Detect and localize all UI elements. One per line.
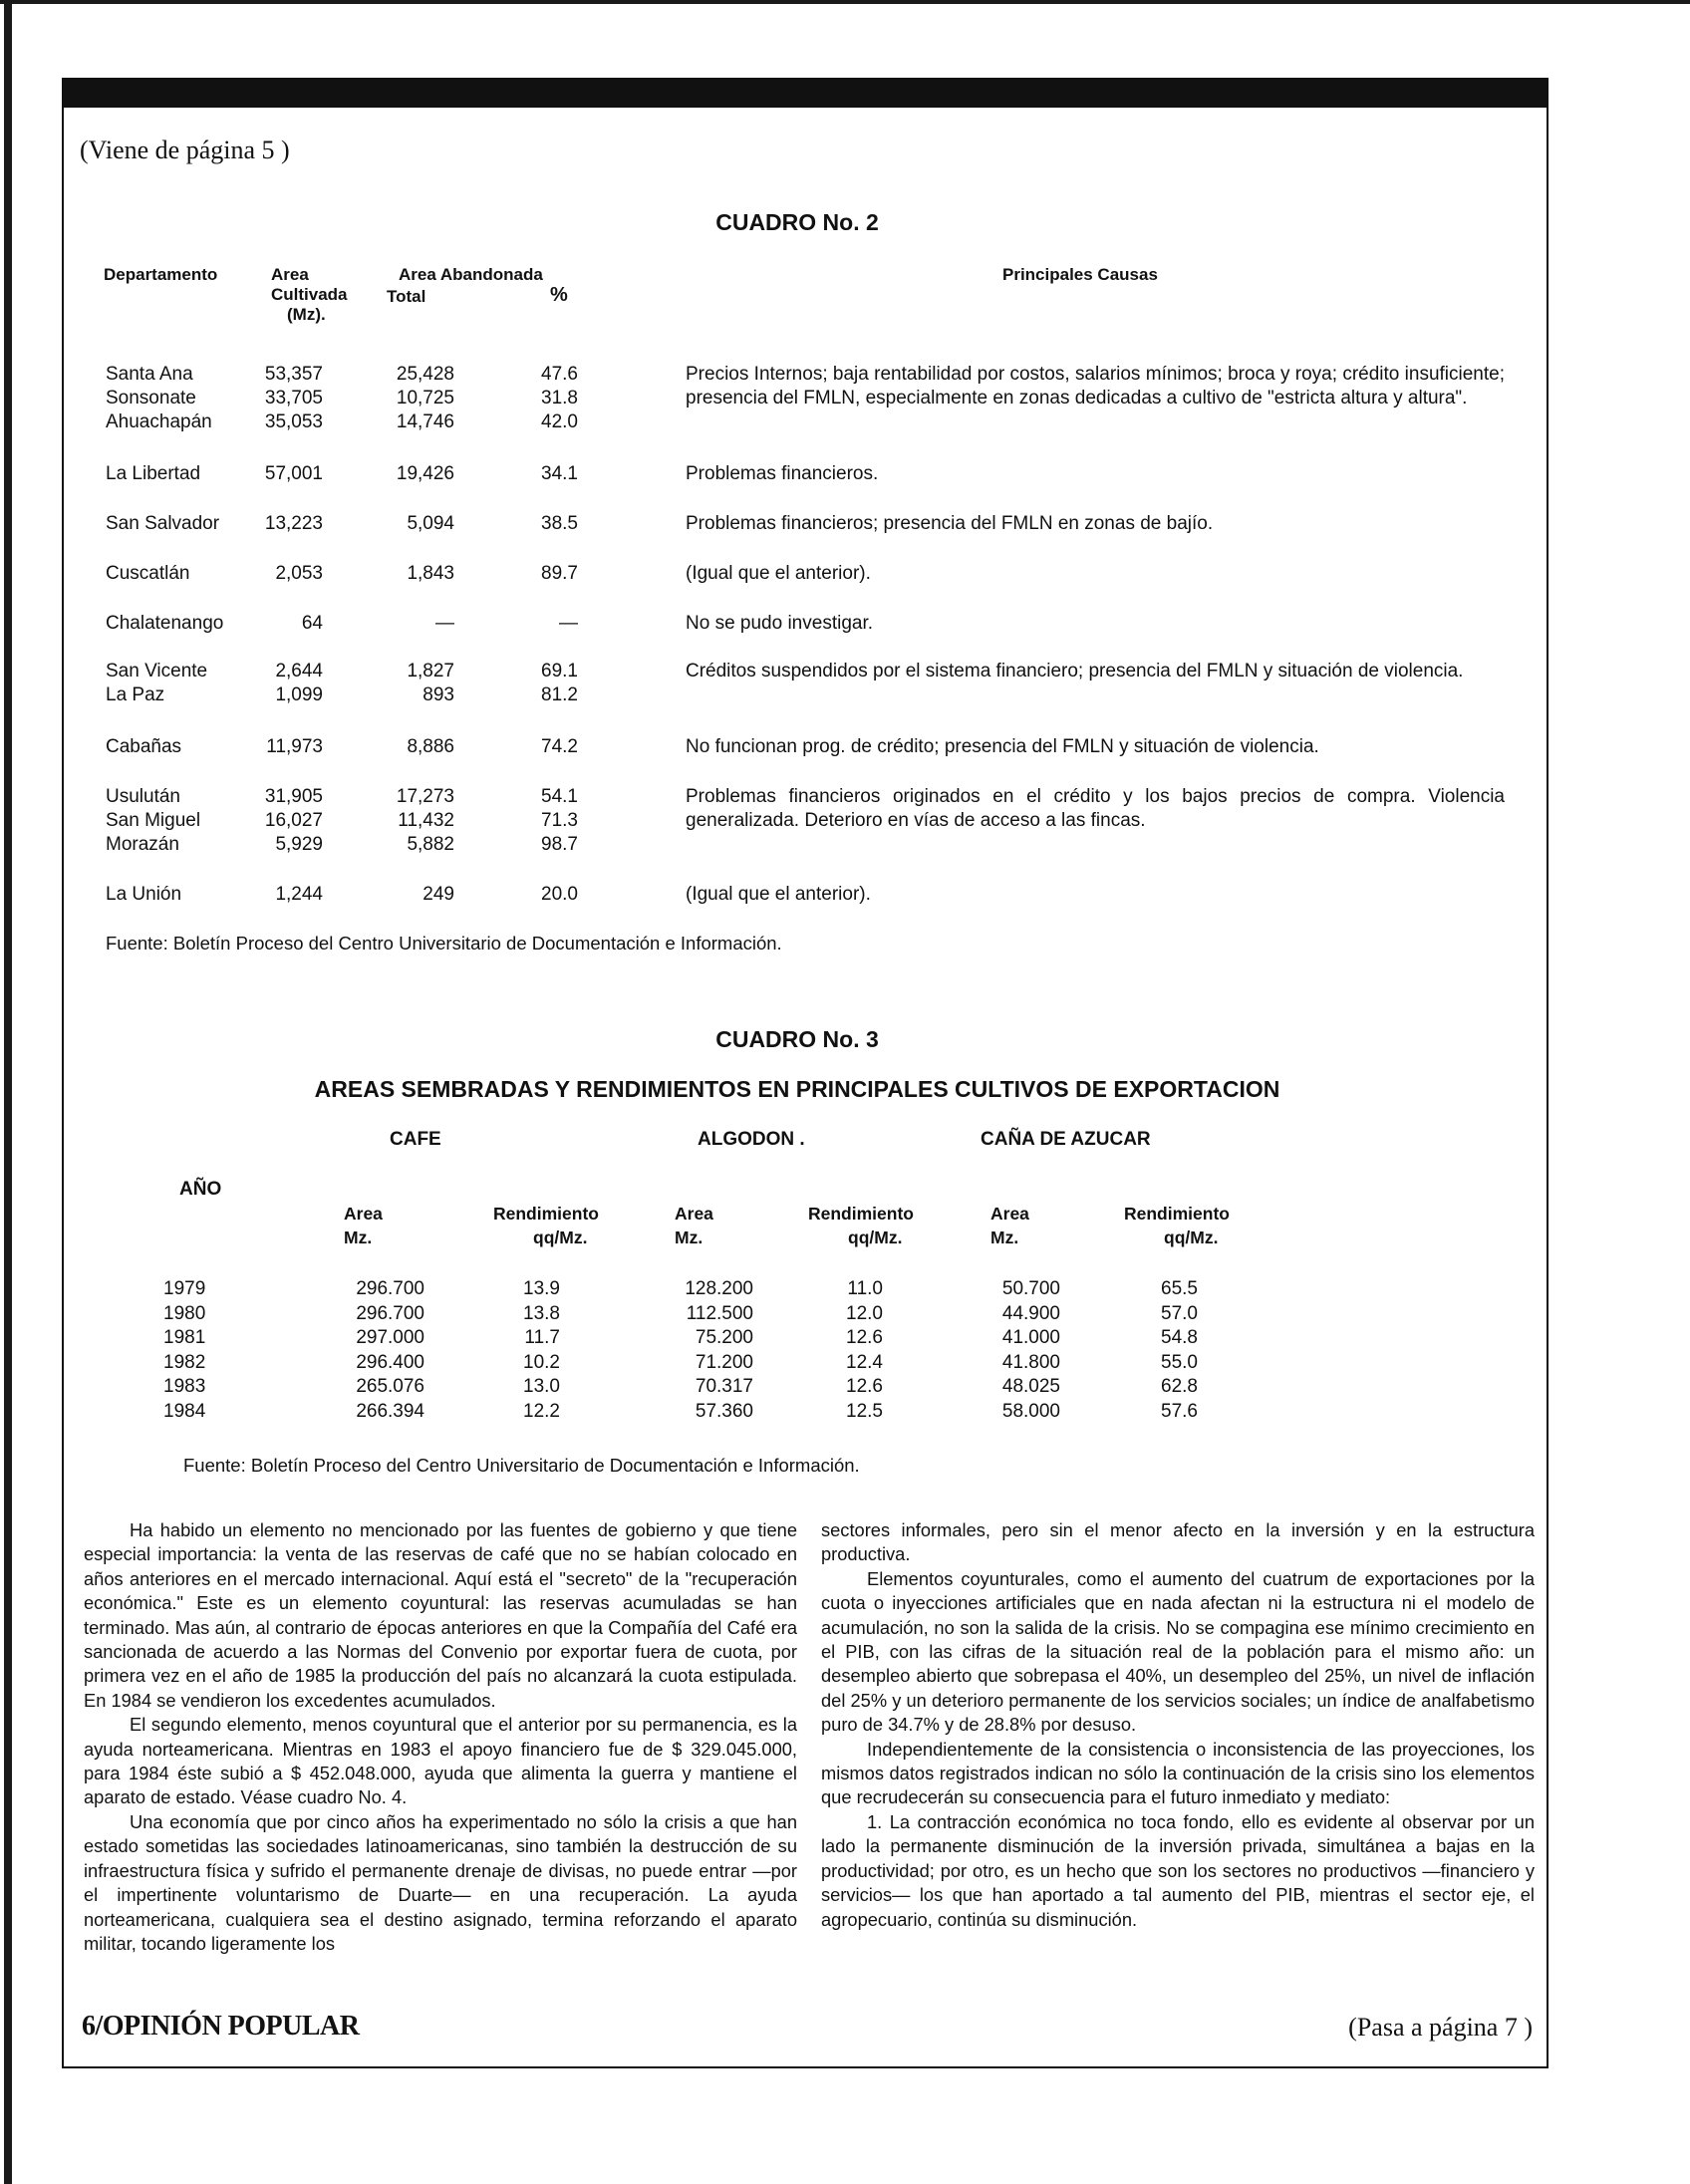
cuadro2-header-area-abandonada: Area Abandonada: [399, 265, 543, 284]
table-row-area-abandonada-total: 893: [422, 684, 454, 705]
table-cell: 55.0: [1161, 1351, 1198, 1373]
table-row-departamento: San Vicente: [106, 661, 208, 682]
cuadro3-subheader-rend: Rendimiento: [1124, 1204, 1230, 1224]
table-row-area-abandonada-pct: 98.7: [541, 834, 578, 855]
article-paragraph: 1. La contracción económica no toca fondo, ello es evidente al observar por un lado la permanente disminución de la inversión privada, simultánea a bajas en la productividad; por otro, es un hecho que son los sectores no productivos —financiero y servicios— los que han aportado a tal aumento del PIB, mientras el sector eje, el agropecuario, continúa su disminución.: [821, 1810, 1535, 1930]
table-row-departamento: San Salvador: [106, 513, 220, 534]
cuadro3-subheader-area: Area: [990, 1204, 1029, 1224]
table-cell: 266.394: [356, 1401, 424, 1422]
article-paragraph: sectores informales, pero sin el menor afecto en la inversión y en la estructura productiva.: [821, 1519, 1535, 1565]
table-cell: 58.000: [1001, 1401, 1060, 1422]
table-row-area-abandonada-total: 10,725: [396, 388, 454, 409]
cuadro3-crop-cana: CAÑA DE AZUCAR: [981, 1129, 1151, 1150]
table-cell: 296.700: [356, 1302, 424, 1324]
table-cell: 44.900: [1001, 1302, 1060, 1324]
table-row-area-abandonada-total: 1,843: [407, 563, 454, 584]
table-row-area-abandonada-total: 25,428: [396, 364, 454, 385]
cuadro3-subheader-area-unit: Mz.: [675, 1228, 704, 1247]
table-cell: 10.2: [523, 1351, 560, 1373]
table-row-area-abandonada-pct: 34.1: [541, 463, 578, 484]
table-row-area-cultivada: 5,929: [275, 834, 323, 855]
table-cell: 62.8: [1161, 1376, 1198, 1398]
article-paragraph: Ha habido un elemento no mencionado por las fuentes de gobierno y que tiene especial importancia: la venta de las reservas de café que no se habían colocado en años anteriores en el mercado internacional. Aquí está el "secreto" de la "recuperación económica." Este es un elemento coyuntural: las reservas acumuladas se han terminado. Mas aún, al contrario de épocas anteriores en que la Compañía del Café era sancionada de acuerdo a las Normas del Convenio por exportar fuera de cuota, por primera vez en el año de 1985 la producción del país no alcanzará la cuota estipulada. En 1984 se vendieron los excedentes acumulados.: [84, 1519, 797, 1711]
table-row-area-abandonada-total: 11,432: [398, 810, 454, 831]
table-cell: 50.700: [1001, 1278, 1060, 1299]
table-row-area-cultivada: 16,027: [264, 810, 323, 831]
table-row-departamento: Usulután: [106, 786, 180, 807]
table-cell: 128.200: [685, 1278, 753, 1299]
article-column-right: [821, 1518, 1535, 1932]
table-row-causa: Problemas financieros.: [686, 463, 879, 484]
table-row-area-cultivada: 35,053: [264, 411, 323, 432]
table-row-departamento: Sonsonate: [106, 388, 196, 409]
page-top-edge: [0, 0, 1690, 4]
table-cell: 57.360: [695, 1401, 753, 1422]
article-paragraph: El segundo elemento, menos coyuntural que el anterior por su permanencia, es la ayuda norteamericana. Mientras en 1983 el apoyo financiero fue de $ 329.045.000, para 1984 éste subió a $ 452.048.000, ayuda que alimenta la guerra y mantiene el aparato de estado. Véase cuadro No. 4.: [84, 1714, 797, 1808]
table-row-year: 1983: [163, 1376, 206, 1398]
cuadro2-header-departamento: Departamento: [104, 265, 218, 284]
table-cell: 11.0: [847, 1278, 883, 1299]
article-column-left: [84, 1518, 797, 1956]
table-row-causa: Precios Internos; baja rentabilidad por costos, salarios mínimos; broca y roya; crédito insuficiente; presencia del FMLN, especialmente en zonas dedicadas a cultivo de "estricta altura y altura".: [686, 364, 1505, 409]
cuadro3-crop-cafe: CAFE: [390, 1129, 441, 1150]
table-row-area-abandonada-pct: 54.1: [541, 786, 578, 807]
header-bar: [62, 78, 1549, 108]
table-row-causa: No se pudo investigar.: [686, 613, 874, 634]
table-row-area-cultivada: 33,705: [264, 388, 323, 409]
cuadro3-subheader-area-unit: Mz.: [990, 1228, 1019, 1247]
table-cell: 13.8: [523, 1302, 560, 1324]
table-cell: 41.000: [1001, 1327, 1060, 1349]
page-left-edge: [4, 0, 12, 2184]
table-row-area-abandonada-pct: 20.0: [541, 884, 578, 905]
table-row-causa: (Igual que el anterior).: [686, 563, 871, 584]
article-paragraph: Elementos coyunturales, como el aumento del cuatrum de exportaciones por la cuota o inyecciones artificiales que en nada afectan ni la estructura ni el modelo de acumulación, no son la salida de la crisis. No se compagina ese mínimo crecimiento en el PIB, con las cifras de la situación real de la población para el mismo año: un desempleo abierto que sobrepasa el 40%, un desempleo del 25%, un nivel de inflación del 25% y un deterioro permanente de los servicios sociales; un índice de analfabetismo puro de 34.7% y de 28.8% por desuso.: [821, 1567, 1535, 1736]
table-row-area-abandonada-total: 8,886: [407, 736, 454, 757]
cuadro2-source: Fuente: Boletín Proceso del Centro Universitario de Documentación e Información.: [106, 933, 782, 954]
table-row-area-abandonada-total: 1,827: [407, 661, 454, 682]
table-row-causa: (Igual que el anterior).: [686, 884, 871, 905]
cuadro3-subheader-rend: Rendimiento: [493, 1204, 599, 1224]
cuadro3-subheader-area: Area: [675, 1204, 713, 1224]
table-cell: 12.0: [846, 1302, 883, 1324]
table-cell: 297.000: [356, 1327, 424, 1349]
cuadro3-subheader-area-unit: Mz.: [344, 1228, 373, 1247]
table-cell: 265.076: [356, 1376, 424, 1398]
table-row-area-abandonada-pct: 89.7: [541, 563, 578, 584]
table-row-area-cultivada: 2,644: [275, 661, 323, 682]
table-cell: 57.6: [1161, 1401, 1198, 1422]
cuadro3-subheader-rend-unit: qq/Mz.: [533, 1228, 588, 1247]
table-row-area-cultivada: 64: [301, 613, 323, 634]
table-row-year: 1981: [163, 1327, 206, 1349]
table-row-area-abandonada-pct: —: [559, 613, 578, 634]
table-cell: 296.400: [356, 1351, 424, 1373]
table-row-departamento: Cabañas: [106, 736, 182, 757]
table-cell: 13.0: [523, 1376, 560, 1398]
table-cell: 296.700: [356, 1278, 424, 1299]
cuadro3-source: Fuente: Boletín Proceso del Centro Universitario de Documentación e Información.: [183, 1455, 860, 1476]
table-row-area-abandonada-pct: 74.2: [541, 736, 578, 757]
table-row-causa: Problemas financieros; presencia del FMLN en zonas de bajío.: [686, 513, 1214, 534]
table-row-area-abandonada-total: 17,273: [396, 786, 454, 807]
table-row-area-abandonada-total: 5,094: [407, 513, 454, 534]
table-cell: 41.800: [1001, 1351, 1060, 1373]
cuadro3-title: CUADRO No. 3: [715, 1026, 879, 1052]
table-row-departamento: La Unión: [106, 884, 182, 905]
cuadro3-subheader-rend: Rendimiento: [808, 1204, 914, 1224]
table-row-area-abandonada-pct: 38.5: [541, 513, 578, 534]
table-row-area-abandonada-pct: 42.0: [541, 411, 578, 432]
table-row-departamento: La Paz: [106, 684, 165, 705]
table-cell: 12.2: [523, 1401, 560, 1422]
table-row-area-abandonada-pct: 69.1: [541, 661, 578, 682]
table-row-causa: Créditos suspendidos por el sistema financiero; presencia del FMLN y situación de violencia.: [686, 661, 1464, 682]
table-row-year: 1980: [163, 1302, 206, 1324]
cuadro3-subheader-area: Area: [344, 1204, 383, 1224]
table-row-area-abandonada-pct: 71.3: [541, 810, 578, 831]
table-row-area-cultivada: 31,905: [264, 786, 323, 807]
table-cell: 12.6: [846, 1327, 883, 1349]
cuadro2-header-pct: %: [550, 284, 568, 306]
table-row-year: 1984: [163, 1401, 206, 1422]
table-row-area-cultivada: 1,099: [275, 684, 323, 705]
table-row-causa: Problemas financieros originados en el crédito y los bajos precios de compra. Violencia generalizada. Deterioro en vías de acceso a las fincas.: [686, 786, 1505, 831]
table-row-area-abandonada-total: 14,746: [396, 411, 454, 432]
table-row-area-cultivada: 2,053: [275, 563, 323, 584]
cuadro3-subheader-rend-unit: qq/Mz.: [1164, 1228, 1219, 1247]
table-row-departamento: Chalatenango: [106, 613, 224, 634]
table-row-area-abandonada-total: —: [435, 613, 454, 634]
table-row-year: 1979: [163, 1278, 206, 1299]
table-cell: 12.6: [846, 1376, 883, 1398]
table-row-year: 1982: [163, 1351, 206, 1373]
continued-to-note: (Pasa a página 7 ): [1348, 2013, 1533, 2042]
table-row-departamento: San Miguel: [106, 810, 201, 831]
footer-publication: 6/OPINIÓN POPULAR: [82, 2011, 360, 2042]
article-paragraph: Una economía que por cinco años ha experimentado no sólo la crisis a que han estado sometidas las sociedades latinoamericanas, sino también la destrucción de su infraestructura física y sufrido el permanente drenaje de divisas, no puede entrar —por el impertinente voluntarismo de Duarte— en una recuperación. La ayuda norteamericana, cualquiera sea el destino asignado, termina reforzando el aparato militar, tocando ligeramente los: [84, 1810, 797, 1954]
continued-from-note: (Viene de página 5 ): [80, 136, 290, 164]
table-cell: 12.4: [846, 1351, 883, 1373]
table-row-area-abandonada-pct: 31.8: [541, 388, 578, 409]
table-row-departamento: Morazán: [106, 834, 179, 855]
table-row-causa: No funcionan prog. de crédito; presencia del FMLN y situación de violencia.: [686, 736, 1319, 757]
table-cell: 48.025: [1001, 1376, 1060, 1398]
cuadro2-header-causas: Principales Causas: [1002, 265, 1158, 284]
table-row-departamento: Ahuachapán: [106, 411, 212, 432]
article-paragraph: Independientemente de la consistencia o inconsistencia de las proyecciones, los mismos datos registrados indican no sólo la continuación de la crisis sino los elementos que recrudecerán su consecuencia para el futuro inmediato y mediato:: [821, 1738, 1535, 1808]
cuadro3-crop-algodon: ALGODON .: [698, 1129, 805, 1150]
table-row-area-cultivada: 53,357: [264, 364, 323, 385]
cuadro3-subheader-rend-unit: qq/Mz.: [848, 1228, 903, 1247]
table-cell: 54.8: [1161, 1327, 1198, 1349]
table-cell: 71.200: [695, 1351, 753, 1373]
table-row-area-abandonada-pct: 81.2: [541, 684, 578, 705]
table-cell: 13.9: [523, 1278, 560, 1299]
table-row-area-abandonada-total: 249: [422, 884, 454, 905]
table-row-area-cultivada: 1,244: [275, 884, 323, 905]
table-row-area-abandonada-total: 5,882: [407, 834, 454, 855]
table-cell: 57.0: [1161, 1302, 1198, 1324]
header-line: Cultivada: [271, 285, 348, 304]
table-cell: 75.200: [695, 1327, 753, 1349]
table-row-departamento: Cuscatlán: [106, 563, 190, 584]
table-row-departamento: La Libertad: [106, 463, 201, 484]
table-row-area-cultivada: 57,001: [264, 463, 323, 484]
table-cell: 70.317: [695, 1376, 753, 1398]
cuadro3-year-header: AÑO: [179, 1179, 222, 1200]
header-line: Area: [271, 265, 309, 284]
table-row-departamento: Santa Ana: [106, 364, 193, 385]
table-row-area-cultivada: 11,973: [266, 736, 323, 757]
cuadro2-header-total: Total: [387, 287, 426, 306]
table-cell: 112.500: [686, 1302, 753, 1324]
cuadro2-title: CUADRO No. 2: [715, 209, 879, 235]
table-row-area-abandonada-total: 19,426: [396, 463, 454, 484]
table-row-area-abandonada-pct: 47.6: [541, 364, 578, 385]
table-cell: 11.7: [524, 1327, 560, 1349]
table-cell: 65.5: [1161, 1278, 1198, 1299]
table-row-area-cultivada: 13,223: [264, 513, 323, 534]
cuadro3-subtitle: AREAS SEMBRADAS Y RENDIMIENTOS EN PRINCIPALES CULTIVOS DE EXPORTACION: [314, 1076, 1280, 1102]
cuadro2-header-area-cultivada: [271, 265, 348, 325]
header-line: (Mz).: [287, 305, 326, 324]
table-cell: 12.5: [846, 1401, 883, 1422]
